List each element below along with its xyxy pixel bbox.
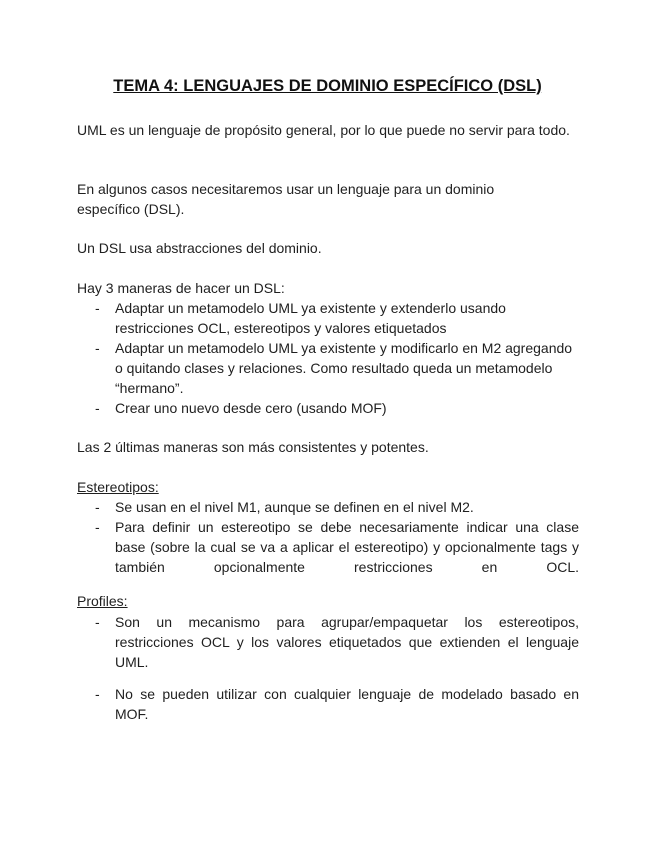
list-item <box>77 338 579 398</box>
list-item-text: No se pueden utilizar con cualquier lenguaje de modelado basado en MOF. <box>115 686 579 722</box>
dash-bullet: - <box>95 499 100 515</box>
list-item-text: Son un mecanismo para agrupar/empaquetar los estereotipos, restricciones OCL y los valores etiquetados que extienden el lenguaje UML. <box>115 614 579 670</box>
list-item <box>77 684 579 724</box>
list-item <box>77 517 579 597</box>
paragraph-dsl-ways-intro: Hay 3 maneras de hacer un DSL: <box>77 280 285 296</box>
paragraph-dsl-abstractions: Un DSL usa abstracciones del dominio. <box>77 240 322 256</box>
dash-bullet: - <box>95 300 100 316</box>
list-item-text: Crear uno nuevo desde cero (usando MOF) <box>115 400 387 416</box>
list-item-text: Para definir un estereotipo se debe necesariamente indicar una clase base (sobre la cual se va a aplicar el estereotipo) y opcionalmente tags y también opcionalmente restricciones en OCL. <box>115 519 579 575</box>
list-item <box>77 612 579 672</box>
list-item-text: Adaptar un metamodelo UML ya existente y extenderlo usando restricciones OCL, estereotipos y valores etiquetados <box>115 300 506 336</box>
profiles-list <box>77 612 579 724</box>
list-item-text: Adaptar un metamodelo UML ya existente y modificarlo en M2 agregando o quitando clases y relaciones. Como resultado queda un metamodelo “hermano”. <box>115 340 573 396</box>
dsl-ways-list <box>77 298 579 418</box>
paragraph-dsl-need: En algunos casos necesitaremos usar un lenguaje para un dominio específico (DSL). <box>77 181 495 217</box>
dash-bullet: - <box>95 400 100 416</box>
estereotipos-list <box>77 497 579 597</box>
section-heading-estereotipos: Estereotipos: <box>77 479 159 495</box>
paragraph-uml-general: UML es un lenguaje de propósito general, por lo que puede no servir para todo. <box>77 122 570 138</box>
dash-bullet: - <box>95 614 100 630</box>
dash-bullet: - <box>95 519 100 535</box>
paragraph-consistency: Las 2 últimas maneras son más consistentes y potentes. <box>77 439 429 455</box>
page-title: TEMA 4: LENGUAJES DE DOMINIO ESPECÍFICO (DSL) <box>113 77 542 95</box>
list-item <box>77 398 579 418</box>
dash-bullet: - <box>95 340 100 356</box>
dash-bullet: - <box>95 686 100 702</box>
list-item-text: Se usan en el nivel M1, aunque se definen en el nivel M2. <box>115 499 474 515</box>
list-item <box>77 497 579 517</box>
section-heading-profiles: Profiles: <box>77 593 128 609</box>
list-item <box>77 298 579 338</box>
